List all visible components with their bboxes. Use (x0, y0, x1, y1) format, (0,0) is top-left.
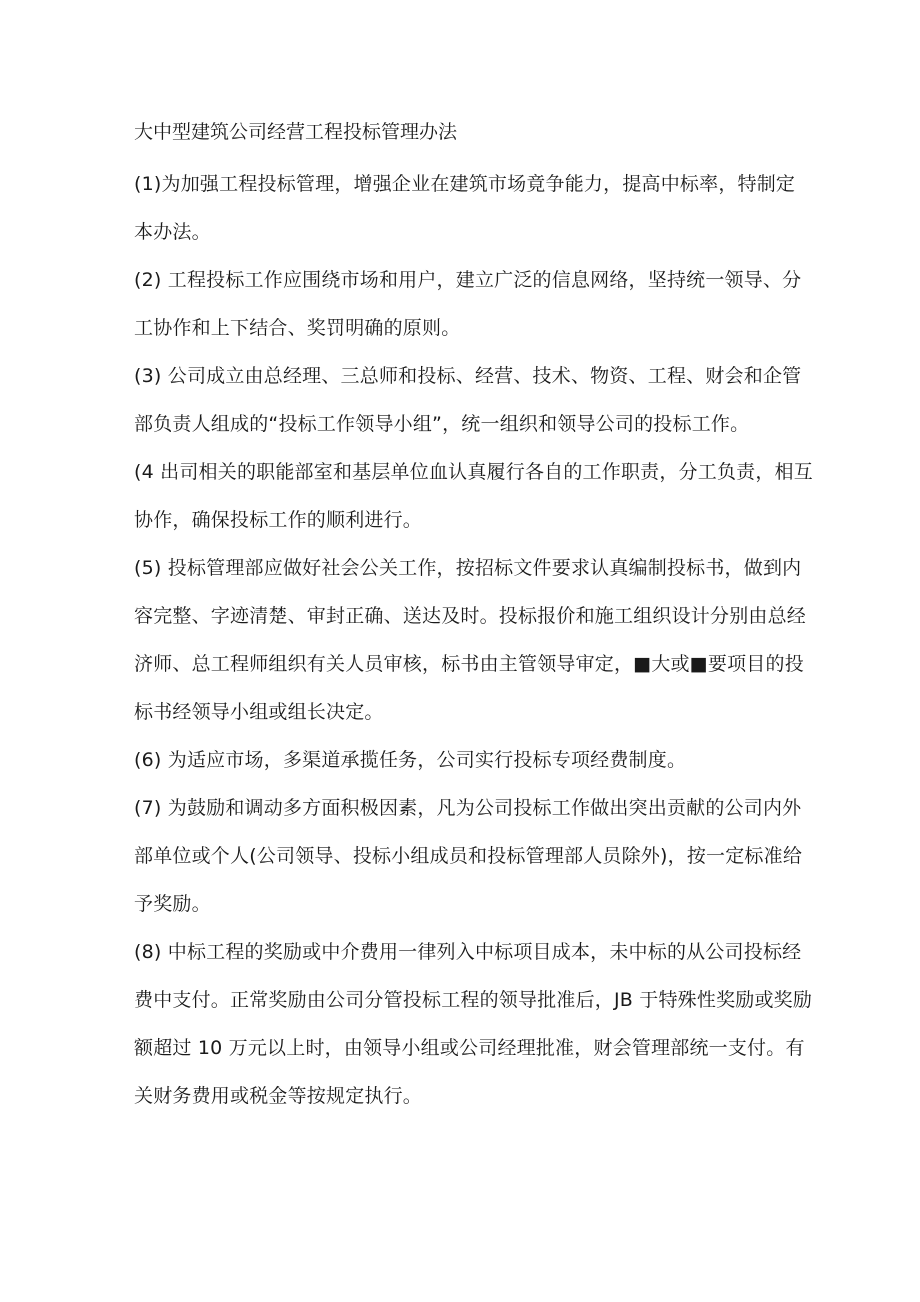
document-body (134, 114, 814, 1120)
paragraph-4: (4 出司相关的职能部室和基层单位血认真履行各自的工作职责，分工负责，相互协作，确保投标工作的顺利进行。 (134, 461, 813, 531)
document-title: 大中型建筑公司经营工程投标管理办法 (134, 121, 458, 143)
paragraph-5: (5) 投标管理部应做好社会公关工作，按招标文件要求认真编制投标书，做到内容完整、字迹清楚、审封正确、送达及时。投标报价和施工组织设计分别由总经济师、总工程师组织有关人员审核，标书由主管领导审定，■大或■要项目的投标书经领导小组或组长决定。 (134, 557, 807, 723)
paragraph-7: (7) 为鼓励和调动多方面积极因素，凡为公司投标工作做出突出贡献的公司内外部单位或个人(公司领导、投标小组成员和投标管理部人员除外)，按一定标准给予奖励。 (134, 797, 803, 915)
paragraph-2: (2) 工程投标工作应围绕市场和用户，建立广泛的信息网络，坚持统一领导、分工协作和上下结合、奖罚明确的原则。 (134, 269, 802, 339)
paragraph-8: (8) 中标工程的奖励或中介费用一律列入中标项目成本，未中标的从公司投标经费中支付。正常奖励由公司分管投标工程的领导批准后，JB 于特殊性奖励或奖励额超过 10 万元以上时，由领导小组或公司经理批准，财会管理部统一支付。有关财务费用或税金等按规定执行。 (134, 941, 813, 1107)
paragraph-6: (6) 为适应市场，多渠道承揽任务，公司实行投标专项经费制度。 (134, 749, 687, 771)
paragraph-3: (3) 公司成立由总经理、三总师和投标、经营、技术、物资、工程、财会和企管部负责人组成的“投标工作领导小组”，统一组织和领导公司的投标工作。 (134, 365, 802, 435)
paragraph-1: (1)为加强工程投标管理，增强企业在建筑市场竟争能力，提高中标率，特制定本办法。 (134, 173, 796, 243)
